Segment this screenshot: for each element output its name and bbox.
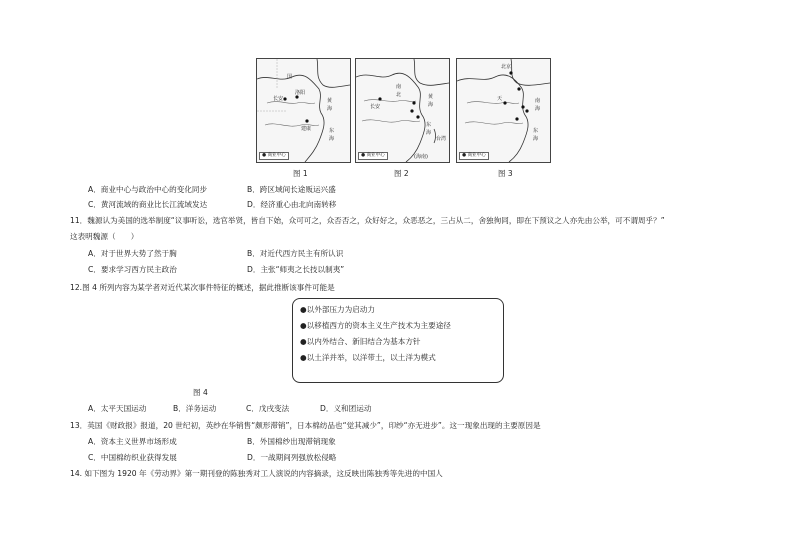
map-label: 海 xyxy=(428,102,434,108)
map-label: 长安 xyxy=(273,96,284,102)
q11-option-c[interactable]: C．要求学习西方民主政治 xyxy=(88,265,177,274)
q13-stem: 13．英国《财政报》报道，20 世纪初，英纱在华销售“颇形滞销”，日本棉纺品也“觉其减少”，印纱“亦无进步”。这一现象出现的主要原因是 xyxy=(70,421,541,430)
q11-stem: 11．魏源认为美国的选举制度“议事听讼，选官举贤，皆自下始，众可可之，众否否之，众好好之，众恶恶之，三占从二，舍独徇同，即在下预议之人亦先由公举，可不谓周乎？” xyxy=(70,216,665,225)
q11-stem-cont: 这表明魏源（ ） xyxy=(70,232,139,241)
map-label: 东 xyxy=(329,128,335,134)
map-label: 国 xyxy=(287,74,293,80)
map-label: 洛阳 xyxy=(295,90,306,96)
q10-option-c[interactable]: C．黄河流域的商业比长江流域发达 xyxy=(88,200,208,209)
map-label: 东 xyxy=(426,122,432,128)
q13-option-c[interactable]: C．中国棉纺织业获得发展 xyxy=(88,453,177,462)
q11-option-b[interactable]: B．对近代西方民主有所认识 xyxy=(247,249,344,258)
map-label: 黄 xyxy=(428,94,434,100)
map-label: 北 xyxy=(396,92,402,98)
figure-4-item: ●以内外结合、新旧结合为基本方针 xyxy=(300,337,421,346)
q12-option-a[interactable]: A．太平天国运动 xyxy=(88,404,147,413)
map-label: 北京 xyxy=(501,64,512,70)
map-label: 长安 xyxy=(370,104,381,110)
map-island-label: (海南) xyxy=(414,154,428,160)
figure-4-item: ●以外部压力为启动力 xyxy=(300,305,375,314)
map-label: 海 xyxy=(426,130,432,136)
q10-option-d[interactable]: D．经济重心由北向南转移 xyxy=(247,200,337,209)
map-legend: ● 商业中心 xyxy=(358,152,388,160)
map-label: 南 xyxy=(535,98,541,104)
figure-4-item: ●以移植西方的资本主义生产技术为主要途径 xyxy=(300,321,451,330)
map-label: 台湾 xyxy=(436,136,447,142)
map-label: 天 xyxy=(497,96,503,102)
q11-option-d[interactable]: D．主张“师夷之长技以制夷” xyxy=(247,265,345,274)
q12-option-b[interactable]: B．洋务运动 xyxy=(173,404,217,413)
map-caption-3: 图 3 xyxy=(498,169,513,178)
map-label: 南 xyxy=(396,84,402,90)
q14-stem: 14. 如下图为 1920 年《劳动界》第一期刊登的陈独秀对工人演说的内容摘录，这反映出陈独秀等先进的中国人 xyxy=(70,469,443,478)
map-label: 海 xyxy=(329,136,335,142)
q12-option-d[interactable]: D．义和团运动 xyxy=(320,404,372,413)
map-label: 海 xyxy=(533,136,539,142)
map-figure-2 xyxy=(355,58,450,163)
q13-option-a[interactable]: A．资本主义世界市场形成 xyxy=(88,437,177,446)
figure-4-caption: 图 4 xyxy=(193,388,208,397)
map-label: 黄 xyxy=(327,98,333,104)
map-label: 东 xyxy=(533,128,539,134)
map-caption-1: 图 1 xyxy=(293,169,308,178)
map-label: 海 xyxy=(535,106,541,112)
map-figure-1 xyxy=(256,58,351,163)
q11-option-a[interactable]: A．对于世界大势了然于胸 xyxy=(88,249,177,258)
q10-option-b[interactable]: B．跨区域间长途贩运兴盛 xyxy=(247,185,336,194)
q12-option-c[interactable]: C．戊戌变法 xyxy=(246,404,290,413)
q12-stem: 12.图 4 所列内容为某学者对近代某次事件特征的概述，据此推断该事件可能是 xyxy=(70,283,335,292)
map-figure-3 xyxy=(456,58,551,163)
map-caption-2: 图 2 xyxy=(394,169,409,178)
map-legend: ● 商业中心 xyxy=(259,152,289,160)
map-label: 海 xyxy=(327,106,333,112)
q10-option-a[interactable]: A．商业中心与政治中心的变化同步 xyxy=(88,185,208,194)
figure-4-item: ●以土洋并举，以洋带土，以土洋为模式 xyxy=(300,353,436,362)
map-label: 建康 xyxy=(301,126,312,132)
map-legend: ● 商业中心 xyxy=(459,152,489,160)
q13-option-b[interactable]: B．外国棉纱出现滞销现象 xyxy=(247,437,336,446)
q13-option-d[interactable]: D．一战期间列强放松侵略 xyxy=(247,453,337,462)
